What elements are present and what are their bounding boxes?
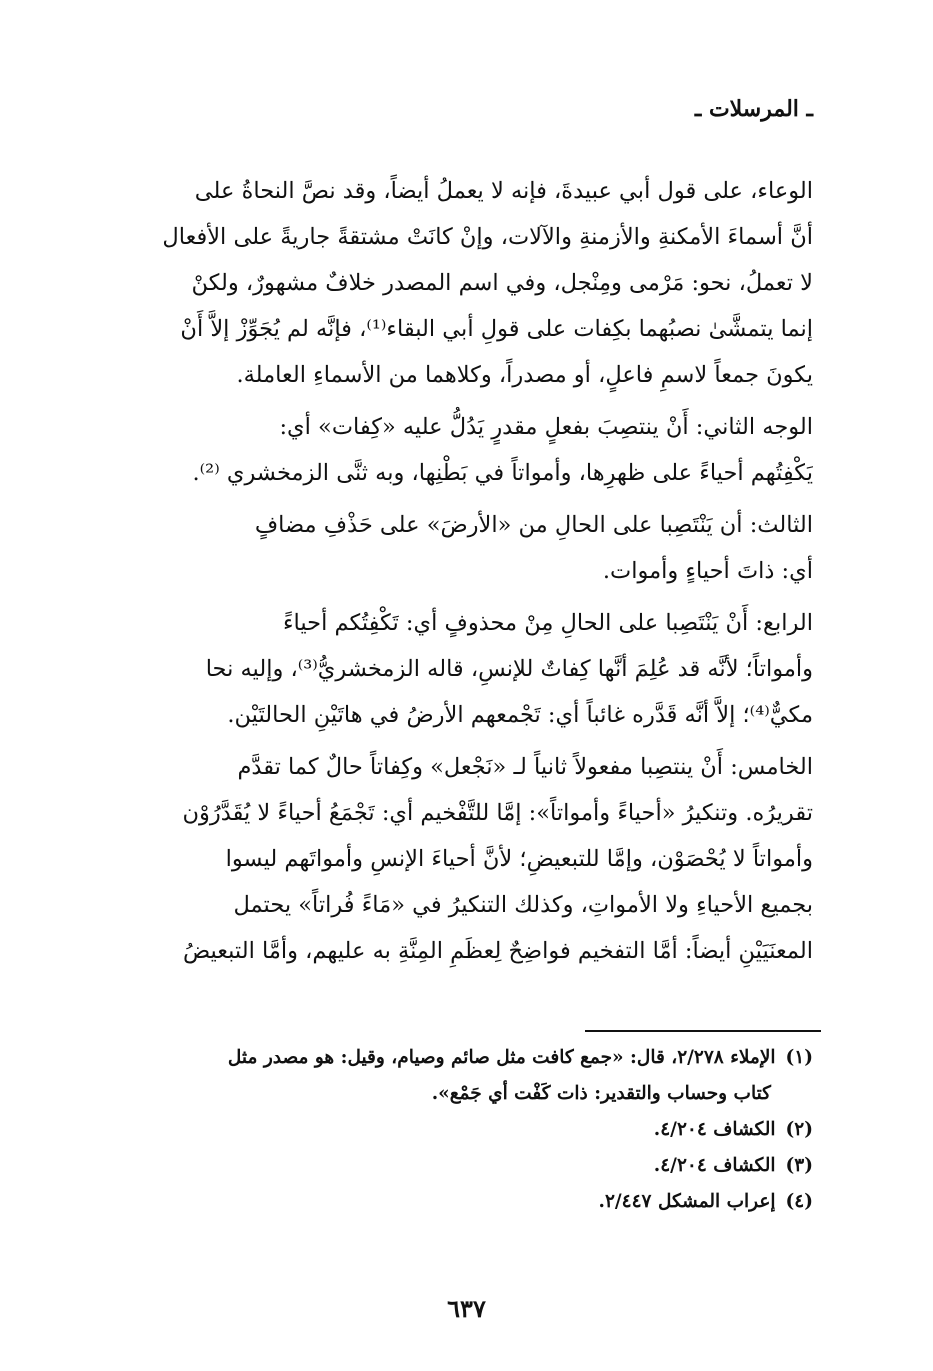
text-line: الخامس: أَنْ ينتصِبا مفعولاً ثانياً لـ «نَجْعل» وكِفاتاً حالٌ كما تقدَّم xyxy=(237,754,813,780)
footnote-divider xyxy=(585,1030,821,1032)
text-line: يكونَ جمعاً لاسمِ فاعلٍ، أو مصدراً، وكلاهما من الأسماءِ العاملة. xyxy=(236,362,813,388)
footnote-number: (٢) xyxy=(785,1119,813,1140)
text-line: وأمواتاً لا يُحْصَوْن، وإمَّا للتبعيضِ؛ لأنَّ أحياءَ الإنسِ وأمواتَهم ليسوا xyxy=(225,846,813,872)
footnote-text: كتاب وحساب والتقدير: ذات كَفْت أي جَمْع». xyxy=(431,1083,771,1104)
text-line: تقريرُه. وتنكيرُ «أحياءً وأمواتاً»: إمَّا للتَّفْخيم أي: تَجْمَعُ أحياءً لا يُقَدَّرُوْن xyxy=(182,800,813,826)
footnote-text: إعراب المشكل ٢/٤٤٧. xyxy=(598,1191,776,1212)
footnote-number: (٣) xyxy=(785,1155,813,1176)
text-line: الوعاء، على قول أبي عبيدةَ، فإنه لا يعملُ أيضاً، وقد نصَّ النحاةُ على xyxy=(194,178,813,204)
text-line: الوجه الثاني: أَنْ ينتصِبَ بفعلٍ مقدرٍ يَدُلُّ عليه «كِفات» أي: xyxy=(279,414,813,440)
footnote-number: (٤) xyxy=(785,1191,813,1212)
text-line: الرابع: أَنْ يَنْتَصِبا على الحالِ مِنْ محذوفٍ أي: تَكْفِتُكم أحياءً xyxy=(282,610,813,636)
footnote-4 xyxy=(120,1184,813,1220)
page-number: ٦٣٧ xyxy=(447,1294,486,1323)
text-line: وأمواتاً؛ لأنَّه قد عُلِمَ أنَّها كِفاتٌ للإنسِ، قاله الزمخشريُّ⁽³⁾، وإليه نحا xyxy=(205,656,813,682)
text-line: بجميع الأحياءِ ولا الأمواتِ، وكذلك التنكيرُ في «مَاءً فُراتاً» يحتمل xyxy=(233,892,813,918)
main-text xyxy=(120,168,813,974)
running-header: ـ المرسلات ـ xyxy=(694,96,813,122)
text-line: المعنَيَيْنِ أيضاً: أمَّا التفخيم فواضِحٌ لِعظَمِ المِنَّةِ به عليهم، وأمَّا التبعيضُ xyxy=(182,938,813,964)
text-line: يَكْفِتُهم أحياءً على ظهرِها، وأمواتاً في بَطْنِها، وبه ثنَّى الزمخشري ⁽²⁾. xyxy=(192,460,813,486)
text-line: لا تعملُ، نحو: مَرْمى ومِنْجل، وفي اسم المصدر خلافٌ مشهورٌ، ولكنْ xyxy=(191,270,813,296)
footnote-number: (١) xyxy=(785,1047,813,1068)
text-line: أنَّ أسماءَ الأمكنةِ والأزمنةِ والآلات، وإنْ كانَتْ مشتقةً جاريةً على الأفعال xyxy=(162,224,813,250)
footnote-2 xyxy=(120,1112,813,1148)
text-line: إنما يتمشَّىٰ نصبُهما بكِفات على قولِ أبي البقاء⁽¹⁾، فإنَّه لم يُجَوِّزْ إلاَّ أَنْ xyxy=(180,316,813,342)
footnote-text: الكشاف ٤/٢٠٤. xyxy=(653,1155,776,1176)
footnote-text: الإملاء ٢/٢٧٨، قال: «جمع كافت مثل صائم وصيام، وقيل: هو مصدر مثل xyxy=(227,1047,776,1068)
text-line: أي: ذاتَ أحياءٍ وأموات. xyxy=(602,558,813,584)
footnotes xyxy=(120,1040,813,1220)
footnote-1 xyxy=(120,1040,813,1076)
footnote-1-continued xyxy=(120,1076,813,1112)
footnote-text: الكشاف ٤/٢٠٤. xyxy=(653,1119,776,1140)
text-line: الثالث: أن يَنْتَصِبا على الحالِ من «الأرضَ» على حَذْفِ مضافٍ xyxy=(254,512,813,538)
text-line: مكيٌّ⁽⁴⁾؛ إلاَّ أنَّه قَدَّره غائباً أي: تَجْمعهم الأرضُ في هاتَيْنِ الحالتَيْن. xyxy=(227,702,813,728)
footnote-3 xyxy=(120,1148,813,1184)
